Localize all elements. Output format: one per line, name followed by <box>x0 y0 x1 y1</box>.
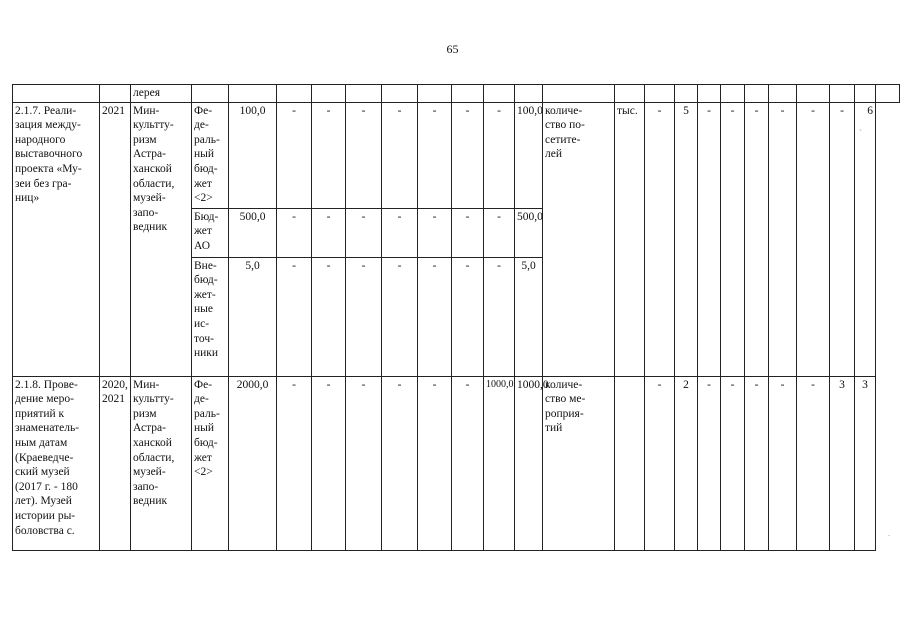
funding-year-cell: - <box>418 102 452 208</box>
page-number: 65 <box>446 42 459 56</box>
indicator-value: 5 <box>675 102 698 376</box>
measure-year: 2021 <box>100 102 131 376</box>
indicator-value: - <box>830 102 855 376</box>
funding-year-cell: - <box>312 208 346 257</box>
indicator-value: 2 <box>675 376 698 550</box>
indicator-value: 6 <box>855 102 876 376</box>
funding-year-cell: - <box>382 208 418 257</box>
funding-last-year: 5,0 <box>515 257 543 376</box>
indicator-value: - <box>645 376 675 550</box>
funding-year-cell: - <box>277 376 312 550</box>
funding-year-cell: - <box>382 376 418 550</box>
funding-year-cell: - <box>484 257 515 376</box>
funding-year-cell: - <box>452 376 484 550</box>
funding-total: 2000,0 <box>229 376 277 550</box>
funding-last-year: 100,0 <box>515 102 543 208</box>
indicator-value: - <box>698 102 721 376</box>
indicator-value: - <box>745 376 769 550</box>
indicator-value: - <box>745 102 769 376</box>
funding-year-cell: - <box>346 208 382 257</box>
funding-year-cell: - <box>452 257 484 376</box>
indicator-value: - <box>797 102 830 376</box>
indicator-name: количе- ство по- сетите- лей <box>543 102 615 376</box>
funding-last-year: 1000,0 <box>515 376 543 550</box>
measure-code: 2.1.7. Реали- зация между- народного выставочного проекта «Му- зеи без гра- ниц» <box>13 102 100 376</box>
indicator-value: - <box>698 376 721 550</box>
funding-year-cell: - <box>484 208 515 257</box>
funding-year-cell: - <box>312 257 346 376</box>
measure-executor: Мин- культту- ризм Астра- ханской области, музей- запо- ведник <box>131 376 192 550</box>
indicator-value: - <box>645 102 675 376</box>
indicator-name: количе- ство ме- роприя- тий <box>543 376 615 550</box>
funding-last-year: 500,0 <box>515 208 543 257</box>
scan-mark: ` <box>859 128 862 138</box>
indicator-value: - <box>721 376 745 550</box>
measure-code: 2.1.8. Прове- дение меро- приятий к знаменатель- ным датам (Краеведче- ский музей (2017 г. - 180 лет). Музей истории ры- боловства с. <box>13 376 100 550</box>
funding-year-cell: - <box>346 376 382 550</box>
scan-mark: . <box>888 528 891 538</box>
funding-year-cell: - <box>452 102 484 208</box>
indicator-value: - <box>797 376 830 550</box>
table-row <box>13 376 900 550</box>
funding-year-cell: - <box>418 208 452 257</box>
indicator-value: - <box>721 102 745 376</box>
measure-year: 2020, 2021 <box>100 376 131 550</box>
funding-year-cell: - <box>382 257 418 376</box>
funding-total: 500,0 <box>229 208 277 257</box>
funding-year-cell: 1000,0 <box>484 376 515 550</box>
funding-year-cell: - <box>277 102 312 208</box>
indicator-value: 3 <box>855 376 876 550</box>
funding-total: 100,0 <box>229 102 277 208</box>
indicator-unit: тыс. <box>615 102 645 376</box>
funding-year-cell: - <box>346 102 382 208</box>
funding-year-cell: - <box>418 376 452 550</box>
table-row <box>13 102 900 208</box>
indicator-value: - <box>769 102 797 376</box>
program-table <box>12 84 900 551</box>
funding-source: Фе- де- раль- ный бюд- жет <2> <box>192 376 229 550</box>
table-row-continuation <box>13 85 900 103</box>
funding-year-cell: - <box>382 102 418 208</box>
funding-year-cell: - <box>452 208 484 257</box>
funding-year-cell: - <box>346 257 382 376</box>
funding-year-cell: - <box>418 257 452 376</box>
indicator-value: - <box>769 376 797 550</box>
funding-source: Фе- де- раль- ный бюд- жет <2> <box>192 102 229 208</box>
executor-continuation: лерея <box>131 85 192 103</box>
indicator-value: 3 <box>830 376 855 550</box>
funding-year-cell: - <box>277 257 312 376</box>
indicator-unit <box>615 376 645 550</box>
funding-source: Вне- бюд- жет- ные ис- точ- ники <box>192 257 229 376</box>
funding-total: 5,0 <box>229 257 277 376</box>
funding-year-cell: - <box>277 208 312 257</box>
funding-year-cell: - <box>312 376 346 550</box>
funding-year-cell: - <box>484 102 515 208</box>
measure-executor: Мин- культту- ризм Астра- ханской области, музей- запо- ведник <box>131 102 192 376</box>
funding-year-cell: - <box>312 102 346 208</box>
funding-source: Бюд- жет АО <box>192 208 229 257</box>
